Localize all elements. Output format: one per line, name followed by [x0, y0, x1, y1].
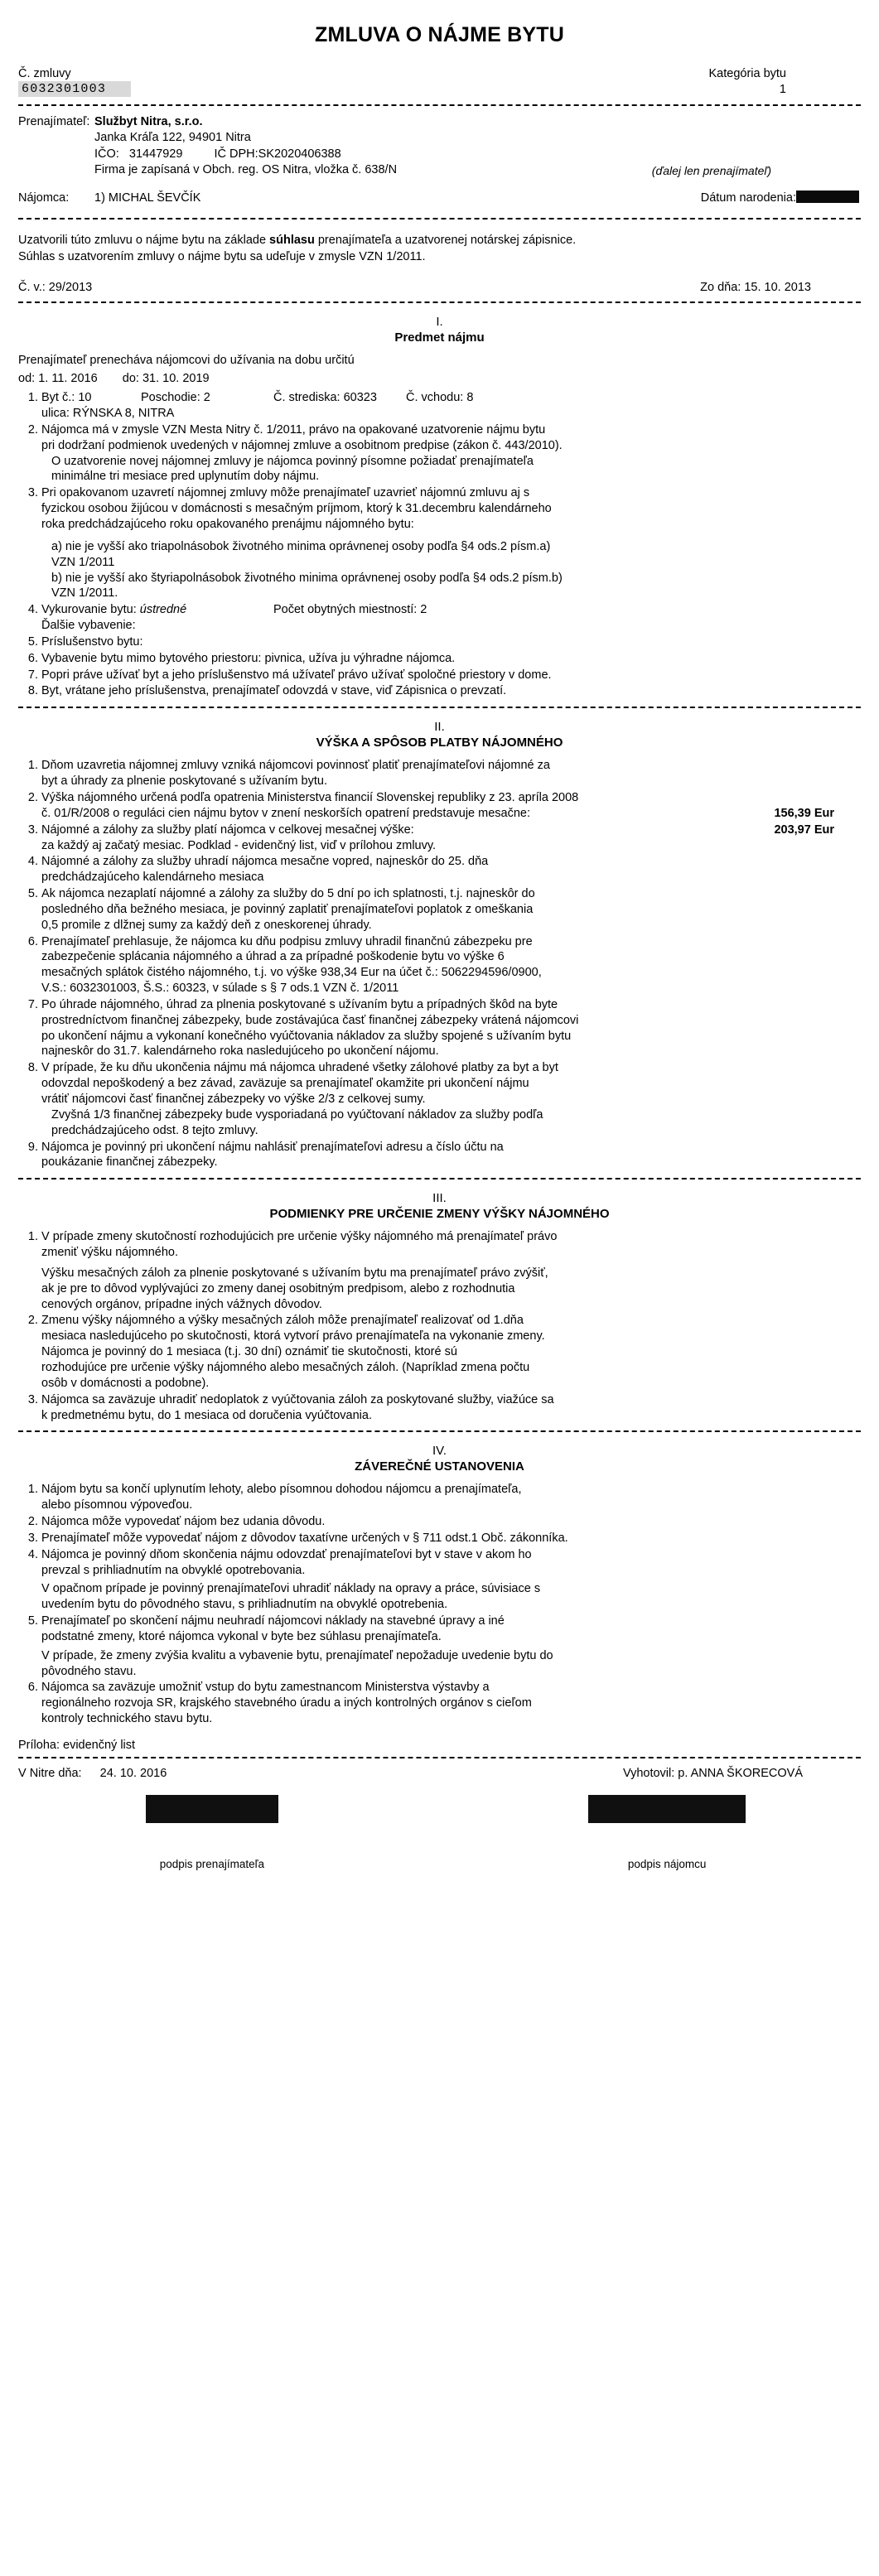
clause-line: podstatné zmeny, ktoré nájomca vykonal v byte bez súhlasu prenajímateľa. [41, 1629, 442, 1643]
heating-value: ústredné [139, 603, 187, 617]
clause-line: osôb v domácnosti a podobne). [41, 1376, 210, 1390]
list-item [18, 758, 861, 789]
clause-line: rozhodujúce pre určenie výšky nájomného alebo mesačných záloh. (Napríklad zmena počtu [41, 1360, 530, 1374]
signature-blocks [18, 1795, 861, 1870]
section-2-heading: VÝŠKA A SPÔSOB PLATBY NÁJOMNÉHO [316, 736, 563, 750]
total-rent-row [41, 822, 861, 838]
tenant-name: 1) MICHAL ŠEVČÍK [94, 191, 201, 205]
preamble-1a: Uzatvorili túto zmluvu o nájme bytu na základe [18, 234, 270, 248]
clause-line: za každý aj začatý mesiac. Podklad - evidenčný list, viď v prílohou zmluvy. [41, 838, 437, 852]
signature-landlord-image [146, 1795, 278, 1823]
divider-footer [18, 1757, 861, 1758]
clause-line: byt a úhrady za plnenie poskytované s užívaním bytu. [41, 774, 327, 789]
apartment-street: ulica: RÝNSKA 8, NITRA [41, 407, 175, 421]
list-item: Nájomca môže vypovedať nájom bez udania dôvodu. [41, 1515, 326, 1529]
preamble-1c: prenajímateľa a uzatvorenej notárskej zápisnice. [314, 234, 577, 248]
list-item [18, 1614, 861, 1679]
list-item [18, 1229, 861, 1312]
clause-line: V.S.: 6032301003, Š.S.: 60323, v súlade s § 7 ods.1 VZN č. 1/2011 [41, 982, 399, 996]
further-equipment: Ďalšie vybavenie: [41, 619, 136, 633]
section-4-heading: ZÁVEREČNÉ USTANOVENIA [355, 1459, 524, 1474]
clause-subline: V prípade, že zmeny zvýšia kvalitu a vybavenie bytu, prenajímateľ nepožaduje uvedenie bytu do [41, 1648, 553, 1662]
regulated-rent-row [41, 806, 861, 822]
clause-line: Výška nájomného určená podľa opatrenia Ministerstva financií Slovenskej republiky z 23. apríla 2008 [41, 790, 579, 804]
place-date [18, 1767, 167, 1780]
document-header [18, 67, 861, 97]
clause-line: poukázanie finančnej zábezpeky. [41, 1155, 218, 1170]
contract-number-label: Č. zmluvy [18, 67, 71, 80]
birth-date-redaction [796, 191, 859, 203]
clause-line: Zmenu výšky nájomného a výšky mesačných záloh môže prenajímateľ realizovať od 1.dňa [41, 1314, 524, 1328]
page-title: ZMLUVA O NÁJME BYTU [314, 23, 565, 46]
landlord-note: (ďalej len prenajímateľ) [651, 164, 771, 178]
cv-left-value: 29/2013 [48, 280, 93, 294]
tenant-birth-block [701, 191, 861, 205]
clause-line: Nájomca je povinný dňom skončenia nájmu odovzdať prenajímateľovi byt v stave v akom ho [41, 1547, 532, 1561]
clause-line: pri dodržaní podmienok uvedených v nájomnej zmluve a osobitnom predpise (zákon č. 443/2010). [41, 438, 563, 452]
apartment-number: Byt č.: 10 [41, 391, 92, 405]
clause-line: Nájomca sa zaväzuje uhradiť nedoplatok z vyúčtovania záloh za poskytované služby, viažúce sa [41, 1392, 554, 1406]
section-2-list [18, 758, 861, 1170]
divider-section-3 [18, 1430, 861, 1432]
apartment-entrance: Č. vchodu: 8 [406, 391, 474, 405]
section-2-roman: II. [434, 720, 445, 735]
prepared-by: Vyhotovil: p. ANNA ŠKORECOVÁ [622, 1767, 803, 1780]
signature-landlord-caption: podpis prenajímateľa [159, 1858, 265, 1870]
clause-line: mesiaca nasledujúceho po skutočnosti, ktorá vytvorí právo prenajímateľa na vykonanie zmeny. [41, 1329, 545, 1343]
clause-line: prostredníctvom finančnej zábezpeky, bude zostávajúca časť finančnej zábezpeky vrátená nájomcovi [41, 1013, 579, 1027]
clause-line: 0,5 promile z dlžnej sumy za každý deň z oneskorenej úhrady. [41, 918, 372, 932]
section-1-intro: Prenajímateľ prenecháva nájomcovi do užívania na dobu určitú [18, 353, 355, 367]
lease-term-row [18, 371, 861, 387]
clause-subline: a) nie je vyšší ako triapolnásobok životného minima oprávnenej osoby podľa §4 ods.2 písm.a) [51, 539, 551, 553]
clause-line: odovzdal nepoškodený a bez závad, zaväzuje sa prenajímateľ okamžite pri ukončení nájmu [41, 1077, 529, 1091]
list-item [18, 1060, 861, 1138]
category-label: Kategória bytu [708, 67, 786, 80]
clause-subline: predchádzajúceho odst. 8 tejto zmluvy. [51, 1123, 258, 1137]
clause-subline: Výšku mesačných záloh za plnenie poskytované s užívaním bytu ma prenajímateľ právo zvýšiť, [41, 1266, 548, 1280]
birth-date-label: Dátum narodenia: [700, 191, 796, 205]
preamble-1b: súhlasu [269, 234, 315, 248]
preamble [18, 233, 861, 265]
vat-number: IČ DPH:SK2020406388 [214, 147, 341, 161]
cv-row [18, 281, 861, 294]
section-4-roman: IV. [432, 1444, 447, 1459]
landlord-registration: Firma je zapísaná v Obch. reg. OS Nitra, vložka č. 638/N [94, 162, 398, 176]
clause-line: Nájomca je povinný pri ukončení nájmu nahlásiť prenajímateľovi adresu a číslo účtu na [41, 1140, 504, 1154]
preamble-line-1 [18, 233, 861, 249]
clause-line: po ukončení nájmu a vykonaní konečného vyúčtovania nákladov za služby spojené s užívaním bytu [41, 1029, 572, 1043]
signature-tenant [473, 1795, 861, 1870]
list-item [18, 1482, 861, 1513]
clause-subline: Zvyšná 1/3 finančnej zábezpeky bude vysporiadaná po vyúčtovaní nákladov za služby podľa [51, 1107, 543, 1122]
clause-line: V prípade zmeny skutočností rozhodujúcich pre určenie výšky nájomného má prenajímateľ právo [41, 1230, 558, 1244]
list-item: Byt, vrátane jeho príslušenstva, prenajímateľ odovzdá v stave, viď Zápisnica o prevzatí. [41, 684, 507, 698]
lease-from-label: od: [18, 372, 36, 386]
regulated-rent-value: 156,39 Eur [774, 806, 834, 820]
heating-row [41, 602, 861, 618]
ico-value: 31447929 [128, 147, 183, 161]
clause-line: Nájom bytu sa končí uplynutím lehoty, alebo písomnou dohodou nájomcu a prenajímateľa, [41, 1483, 522, 1497]
clause-subline: O uzatvorenie novej nájomnej zmluvy je nájomca povinný písomne požiadať prenajímateľa [51, 454, 534, 468]
landlord-address: Janka Kráľa 122, 94901 Nitra [94, 131, 251, 145]
apartment-center: Č. strediska: 60323 [273, 391, 377, 405]
lease-to-label: do: [122, 372, 139, 386]
apartment-detail-row [41, 390, 861, 406]
clause-line: Nájomca má v zmysle VZN Mesta Nitry č. 1/2011, právo na opakované uzatvorenie nájmu bytu [41, 422, 546, 437]
list-item [18, 790, 861, 822]
place-date-label: V Nitre dňa: [18, 1767, 82, 1780]
clause-line: Po úhrade nájomného, úhrad za plnenia poskytované s užívaním bytu a prípadných škôd na byte [41, 997, 558, 1011]
list-item [18, 997, 861, 1059]
clause-line: č. 01/R/2008 o reguláci cien nájmu bytov v znení neskorších opatrení predstavuje mesačne: [41, 806, 530, 820]
divider-section-1 [18, 707, 861, 708]
signature-meta-row [18, 1767, 861, 1780]
cv-right-value: 15. 10. 2013 [744, 280, 811, 294]
landlord-ids [94, 147, 861, 162]
list-item [18, 1313, 861, 1391]
tenant-label: Nájomca: [18, 191, 70, 205]
signature-landlord [18, 1795, 406, 1870]
clause-line: Nájomné a zálohy za služby uhradí nájomca mesačne vopred, najneskôr do 25. dňa [41, 855, 489, 869]
clause-line: vrátiť nájomcovi časť finančnej zábezpeky vo výške 2/3 z celkovej sumy. [41, 1093, 426, 1106]
lease-from-value: 1. 11. 2016 [38, 372, 98, 386]
ico-label: IČO: [94, 147, 119, 161]
landlord-name: Službyt Nitra, s.r.o. [94, 115, 203, 128]
clause-line: Dňom uzavretia nájomnej zmluvy vzniká nájomcovi povinnosť platiť prenajímateľovi nájomné za [41, 759, 550, 773]
clause-line: predchádzajúceho kalendárneho mesiaca [41, 871, 264, 885]
section-1-roman: I. [436, 314, 443, 329]
category-block [524, 67, 861, 96]
contract-number-block [18, 67, 507, 97]
divider-parties [18, 218, 861, 219]
list-item [18, 886, 861, 933]
list-item [18, 822, 861, 854]
clause-subline: b) nie je vyšší ako štyriapolnásobok životného minima oprávnenej osoby podľa §4 ods.2 písm.b) [51, 571, 563, 585]
clause-line: Pri opakovanom uzavretí nájomnej zmluvy môže prenajímateľ uzavrieť nájomnú zmluvu aj s [41, 486, 530, 500]
rooms-count: Počet obytných miestností: 2 [273, 603, 427, 617]
list-item [18, 422, 861, 485]
clause-line: mesačných splátok čistého nájomného, t.j. vo výške 938,34 Eur na účet č.: 5062294596/0900, [41, 966, 542, 980]
cv-right-label: Zo dňa: [700, 280, 741, 294]
list-item [18, 1680, 861, 1727]
list-item [18, 1547, 861, 1613]
section-1-list [18, 390, 861, 699]
clause-line: prevzal s prihliadnutím na obvyklé opotrebovania. [41, 1563, 306, 1577]
clause-line: kontroly technického stavu bytu. [41, 1712, 213, 1726]
list-item: Prenajímateľ môže vypovedať nájom z dôvodov taxatívne určených v § 711 odst.1 Obč. zákonníka. [41, 1531, 568, 1545]
clause-line: k predmetnému bytu, do 1 mesiaca od doručenia vyúčtovania. [41, 1408, 372, 1422]
clause-subline: cenových orgánov, prípadne iných vážnych dôvodov. [41, 1297, 322, 1311]
clause-subline: VZN 1/2011 [51, 555, 115, 569]
list-item [18, 602, 861, 634]
list-item [18, 1140, 861, 1171]
section-1-heading: Predmet nájmu [394, 330, 485, 345]
clause-line: zabezpečenie splácania nájomného a úhrad a za prípadné poškodenie bytu vo výške 6 [41, 950, 505, 964]
list-item [18, 390, 861, 422]
clause-line: Nájomné a zálohy za služby platí nájomca v celkovej mesačnej výške: [41, 822, 414, 837]
apartment-floor: Poschodie: 2 [141, 391, 210, 405]
cv-left-label: Č. v.: [18, 280, 46, 294]
clause-line: najneskôr do 31.7. kalendárneho roka nasledujúceho po ukončení nájomu. [41, 1044, 439, 1059]
clause-line: zmeniť výšku nájomného. [41, 1246, 179, 1260]
clause-line: fyzickou osobou žijúcou v domácnosti s mesačným príjmom, ktorý k 31.decembru kalendárneho [41, 502, 552, 516]
list-item: Vybavenie bytu mimo bytového priestoru: pivnica, užíva ju výhradne nájomca. [41, 651, 456, 665]
heating-info [41, 602, 273, 618]
clause-line: regionálneho rozvoja SR, krajského stavebného úradu a iných kontrolných orgánov s cieľom [41, 1696, 532, 1710]
preamble-line-2: Súhlas s uzatvorením zmluvy o nájme bytu sa udeľuje v zmysle VZN 1/2011. [18, 249, 426, 263]
section-3-list [18, 1229, 861, 1423]
tenant-block [18, 191, 861, 205]
clause-subline: pôvodného stavu. [41, 1664, 137, 1678]
list-item: Popri práve užívať byt a jeho príslušenstvo má užívateľ právo užívať spoločné priestory v dome. [41, 668, 552, 682]
cv-left [18, 281, 92, 294]
clause-line: posledného dňa bežného mesiaca, je povinný zaplatiť prenajímateľovi poplatok z omeškania [41, 902, 534, 916]
contract-number-value: 6032301003 [18, 81, 131, 97]
clause-line: V prípade, že ku dňu ukončenia nájmu má nájomca uhradené všetky zálohové platby za byt a byt [41, 1061, 558, 1075]
section-4-list [18, 1482, 861, 1727]
section-3-heading: PODMIENKY PRE URČENIE ZMENY VÝŠKY NÁJOMNÉHO [269, 1207, 610, 1222]
list-item [18, 1392, 861, 1424]
clause-line: roka predchádzajúceho roku opakovaného prenájmu nájomného bytu: [41, 518, 414, 531]
cv-right [700, 281, 861, 294]
clause-line: Nájomca sa zaväzuje umožniť vstup do bytu zamestnancom Ministerstva výstavby a [41, 1681, 490, 1695]
section-3-roman: III. [432, 1191, 447, 1206]
category-value: 1 [779, 83, 786, 96]
clause-subline: VZN 1/2011. [51, 586, 118, 601]
clause-line: alebo písomnou výpoveďou. [41, 1498, 193, 1512]
divider-header [18, 104, 861, 106]
landlord-label: Prenajímateľ: [18, 115, 90, 128]
attachment-note: Príloha: evidenčný list [18, 1739, 136, 1752]
total-rent-value: 203,97 Eur [774, 822, 834, 837]
clause-subline: V opačnom prípade je povinný prenajímateľovi uhradiť náklady na opravy a práce, súvisiace s [41, 1582, 541, 1596]
list-item [18, 854, 861, 885]
clause-line: Prenajímateľ prehlasuje, že nájomca ku dňu podpisu zmluvy uhradil finančnú zábezpeku pre [41, 934, 533, 948]
list-item [18, 485, 861, 601]
clause-subline: ak je pre to dôvod vyplývajúci zo zmeny danej osobitným predpisom, alebo z rozhodnutia [41, 1281, 515, 1295]
list-item [18, 934, 861, 996]
place-date-value: 24. 10. 2016 [99, 1767, 167, 1780]
list-item: Príslušenstvo bytu: [41, 634, 143, 649]
heating-label: Vykurovanie bytu: [41, 603, 140, 617]
lease-to-value: 31. 10. 2019 [142, 372, 210, 386]
clause-subline: uvedením bytu do pôvodného stavu, s prihliadnutím na obvyklé opotrebenia. [41, 1598, 448, 1612]
divider-section-2 [18, 1178, 861, 1179]
signature-tenant-image [588, 1795, 746, 1823]
signature-tenant-caption: podpis nájomcu [627, 1858, 707, 1870]
clause-line: Ak nájomca nezaplatí nájomné a zálohy za služby do 5 dní po ich splatnosti, t.j. najneskôr do [41, 887, 535, 901]
divider-preamble [18, 301, 861, 303]
clause-line: Nájomca je povinný do 1 mesiaca (t.j. 30 dní) oznámiť tie skutočnosti, ktoré sú [41, 1345, 457, 1359]
clause-subline: minimálne tri mesiace pred uplynutím doby nájmu. [51, 470, 320, 484]
clause-line: Prenajímateľ po skončení nájmu neuhradí nájomcovi náklady na stavebné úpravy a iné [41, 1614, 505, 1628]
